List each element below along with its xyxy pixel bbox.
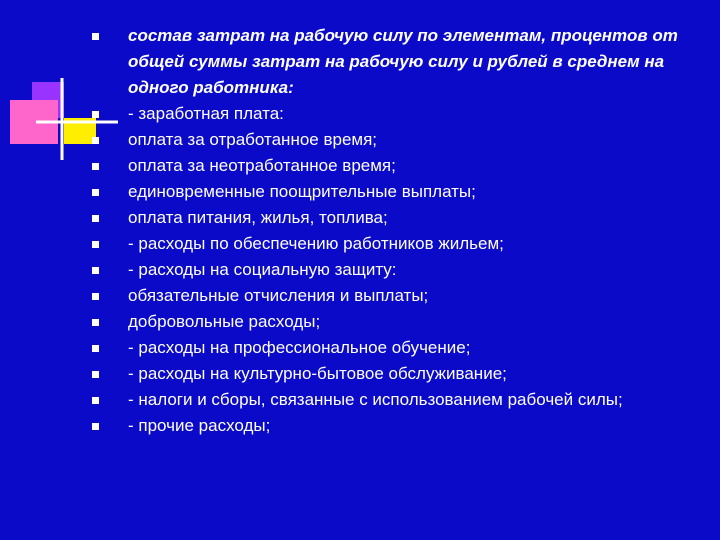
list-item: [90, 413, 702, 439]
list-item-text: оплата за неотработанное время;: [128, 156, 396, 175]
list-item: [90, 257, 702, 283]
list-item-text: обязательные отчисления и выплаты;: [128, 286, 429, 305]
list-item: [90, 23, 702, 101]
square-bullet-icon: [92, 189, 99, 196]
list-item-text: - налоги и сборы, связанные с использованием рабочей силы;: [128, 390, 623, 409]
square-bullet-icon: [92, 33, 99, 40]
list-item: [90, 361, 702, 387]
list-item-text: - прочие расходы;: [128, 416, 271, 435]
bullet-list: [90, 23, 702, 439]
square-bullet-icon: [92, 163, 99, 170]
square-bullet-icon: [92, 137, 99, 144]
square-bullet-icon: [92, 345, 99, 352]
list-item: [90, 153, 702, 179]
square-bullet-icon: [92, 293, 99, 300]
list-item-text: - расходы на культурно-бытовое обслуживание;: [128, 364, 507, 383]
list-item: [90, 309, 702, 335]
square-bullet-icon: [92, 423, 99, 430]
list-item-text: оплата за отработанное время;: [128, 130, 378, 149]
square-bullet-icon: [92, 397, 99, 404]
square-bullet-icon: [92, 267, 99, 274]
list-item: [90, 335, 702, 361]
list-item-text: состав затрат на рабочую силу по элементам, процентов от общей суммы затрат на рабочую силу и рублей в среднем на одного работника:: [128, 26, 678, 97]
list-item: [90, 387, 702, 413]
list-item: [90, 205, 702, 231]
list-item-text: - расходы на социальную защиту:: [128, 260, 397, 279]
list-item-text: - расходы на профессиональное обучение;: [128, 338, 471, 357]
list-item-text: оплата питания, жилья, топлива;: [128, 208, 388, 227]
square-bullet-icon: [92, 371, 99, 378]
list-item: [90, 231, 702, 257]
square-bullet-icon: [92, 111, 99, 118]
list-item-text: - расходы по обеспечению работников жильем;: [128, 234, 504, 253]
square-bullet-icon: [92, 241, 99, 248]
list-item-text: - заработная плата:: [128, 104, 284, 123]
list-item: [90, 179, 702, 205]
square-bullet-icon: [92, 319, 99, 326]
list-item-text: добровольные расходы;: [128, 312, 321, 331]
list-item: [90, 127, 702, 153]
list-item-text: единовременные поощрительные выплаты;: [128, 182, 476, 201]
square-bullet-icon: [92, 215, 99, 222]
list-item: [90, 101, 702, 127]
list-item: [90, 283, 702, 309]
